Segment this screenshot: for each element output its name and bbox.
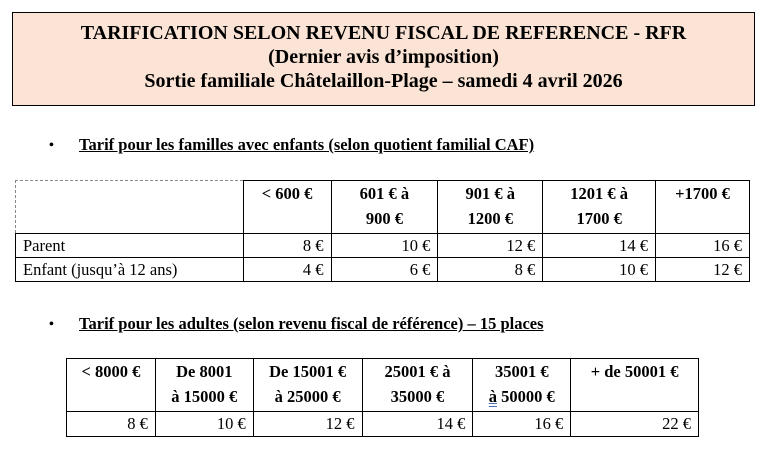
column-header: De 15001 € à 25000 € [253, 359, 362, 412]
table-row [16, 258, 750, 282]
price-cell: 10 € [543, 258, 656, 282]
row-label: Enfant (jusqu’à 12 ans) [16, 258, 244, 282]
column-header: < 8000 € [67, 359, 156, 412]
price-cell: 14 € [543, 234, 656, 258]
price-cell: 10 € [331, 234, 438, 258]
bullet-icon: • [49, 138, 54, 153]
price-cell: 10 € [155, 412, 253, 437]
section-families-heading [49, 135, 534, 155]
table-row [67, 412, 699, 437]
price-cell: 12 € [438, 234, 543, 258]
price-cell: 12 € [253, 412, 362, 437]
page-title: TARIFICATION SELON REVENU FISCAL DE REFERENCE - RFR [80, 22, 687, 44]
bullet-icon: • [49, 317, 54, 332]
column-header: 901 € à 1200 € [438, 181, 543, 234]
price-cell: 14 € [362, 412, 473, 437]
column-header: < 600 € [243, 181, 331, 234]
table-row [16, 234, 750, 258]
section-adults-heading [49, 314, 544, 334]
table-header-row [67, 359, 699, 412]
column-header: 25001 € à 35000 € [362, 359, 473, 412]
price-cell: 8 € [67, 412, 156, 437]
families-rate-table [15, 180, 750, 282]
column-header: 1201 € à 1700 € [543, 181, 656, 234]
table-header-row [16, 181, 750, 234]
column-header: De 8001 à 15000 € [155, 359, 253, 412]
column-header: + de 50001 € [571, 359, 699, 412]
price-cell: 16 € [656, 234, 750, 258]
event-line: Sortie familiale Châtelaillon-Plage – samedi 4 avril 2026 [144, 70, 623, 92]
empty-corner-cell [16, 181, 244, 234]
column-header: 35001 € à 50000 € [473, 359, 571, 412]
row-label: Parent [16, 234, 244, 258]
column-header: 601 € à 900 € [331, 181, 438, 234]
price-cell: 16 € [473, 412, 571, 437]
price-cell: 4 € [243, 258, 331, 282]
price-cell: 22 € [571, 412, 699, 437]
title-box [12, 12, 755, 106]
column-header: +1700 € [656, 181, 750, 234]
price-cell: 8 € [243, 234, 331, 258]
section-adults-title: Tarif pour les adultes (selon revenu fiscal de référence) – 15 places [79, 314, 544, 333]
price-cell: 6 € [331, 258, 438, 282]
page-subtitle: (Dernier avis d’imposition) [268, 46, 499, 68]
adults-rate-table [66, 358, 699, 437]
price-cell: 8 € [438, 258, 543, 282]
price-cell: 12 € [656, 258, 750, 282]
section-families-title: Tarif pour les familles avec enfants (selon quotient familial CAF) [79, 135, 535, 154]
